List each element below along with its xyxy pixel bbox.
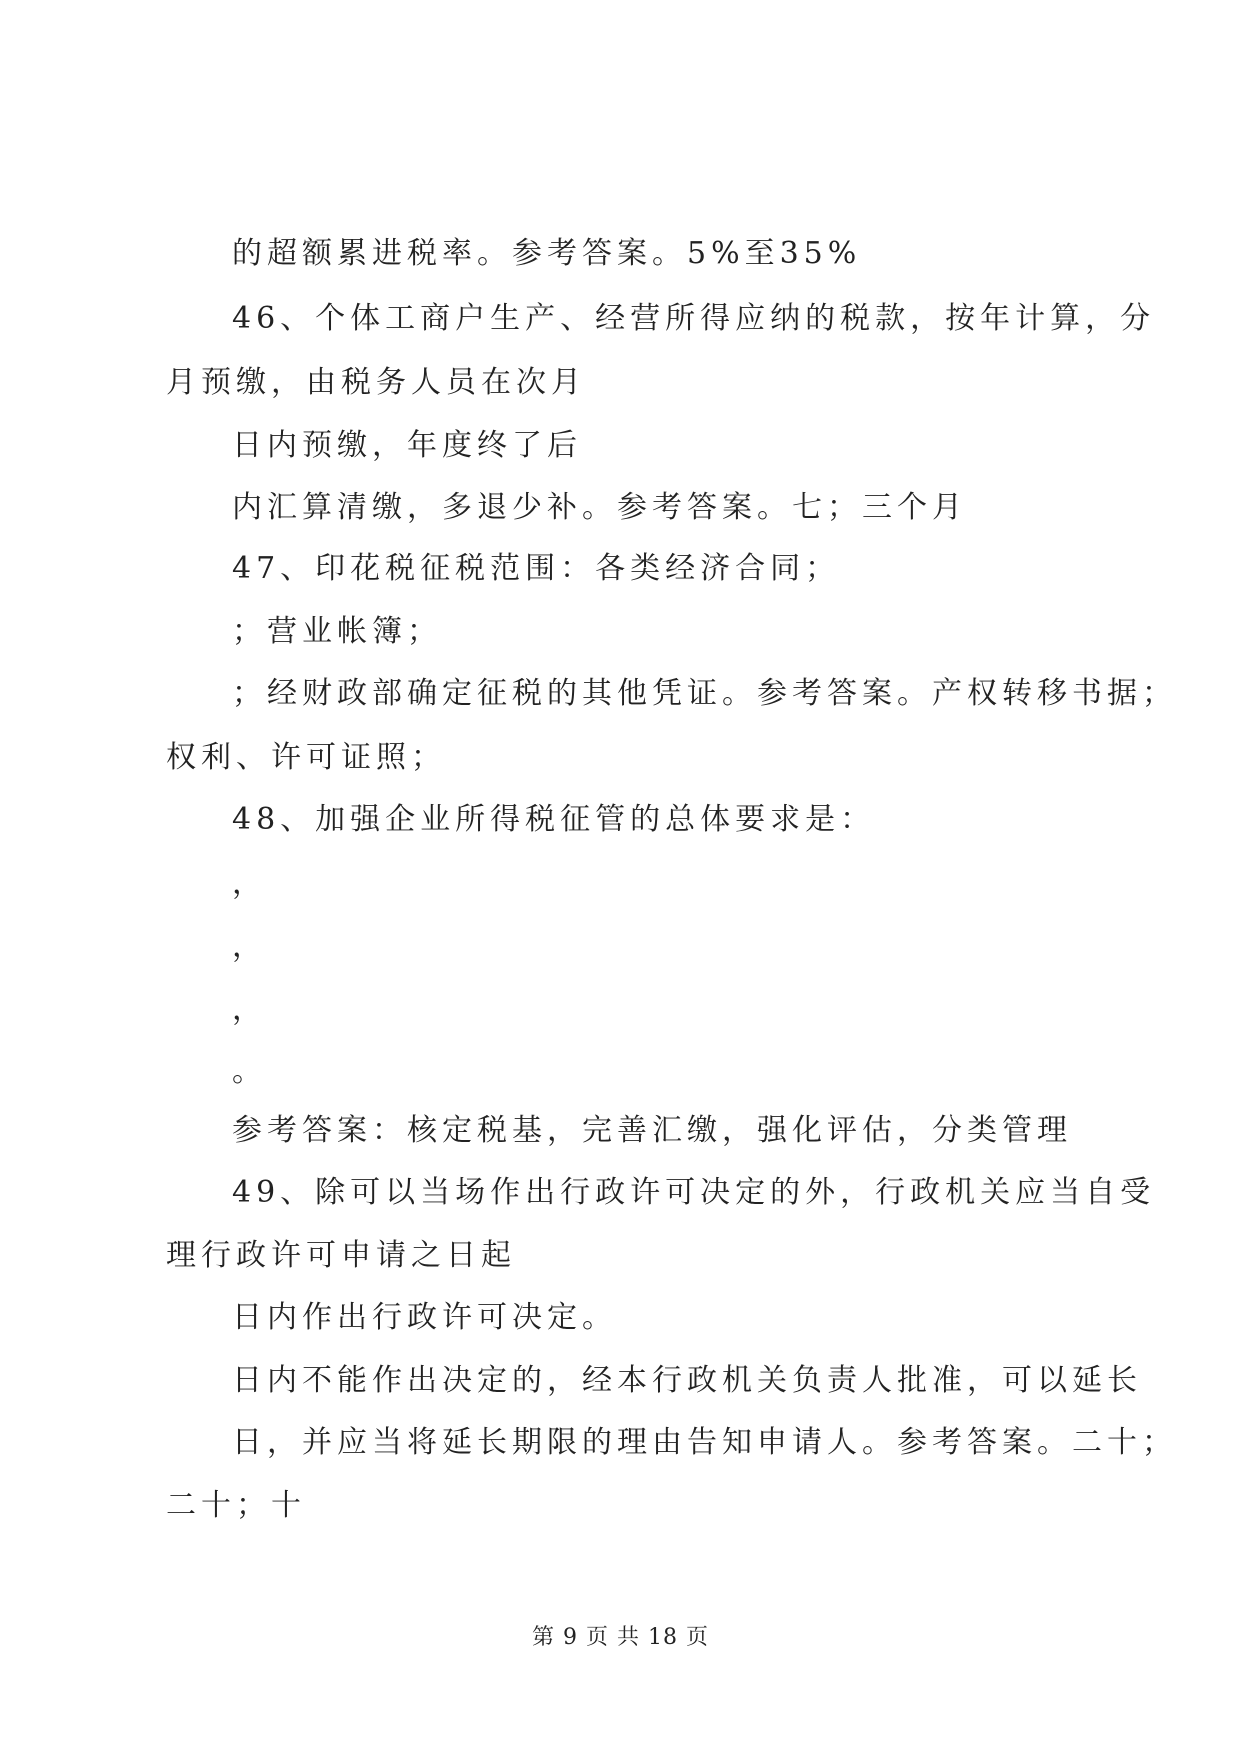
question-49-line: 49、除可以当场作出行政许可决定的外，行政机关应当自受 [232, 1175, 1156, 1210]
text-line: 日，并应当将延长期限的理由告知申请人。参考答案。二十； [232, 1425, 1177, 1460]
text-line: 权利、许可证照； [166, 740, 446, 775]
text-line: ；经财政部确定征税的其他凭证。参考答案。产权转移书据； [232, 676, 1177, 711]
text-line: 理行政许可申请之日起 [166, 1238, 516, 1273]
question-47-line: 47、印花税征税范围：各类经济合同； [232, 551, 841, 586]
text-line: 日内不能作出决定的，经本行政机关负责人批准，可以延长 [232, 1363, 1142, 1398]
blank-line: ， [232, 992, 267, 1027]
blank-line: 。 [232, 1054, 267, 1089]
text-line: ；营业帐簿； [232, 614, 442, 649]
blank-line: ， [232, 866, 267, 901]
text-line: 月预缴，由税务人员在次月 [166, 365, 586, 400]
question-46-line: 46、个体工商户生产、经营所得应纳的税款，按年计算，分 [232, 301, 1156, 336]
text-line: 日内作出行政许可决定。 [232, 1300, 617, 1335]
text-line: 二十；十 [166, 1488, 306, 1523]
text-line: 内汇算清缴，多退少补。参考答案。七；三个月 [232, 490, 967, 525]
text-line: 日内预缴，年度终了后 [232, 428, 582, 463]
page-number-footer: 第 9 页 共 18 页 [532, 1625, 709, 1650]
answer-line: 参考答案：核定税基，完善汇缴，强化评估，分类管理 [232, 1113, 1072, 1148]
blank-line: ， [232, 929, 267, 964]
question-48-line: 48、加强企业所得税征管的总体要求是： [232, 802, 876, 837]
text-line: 的超额累进税率。参考答案。5%至35% [232, 236, 862, 271]
